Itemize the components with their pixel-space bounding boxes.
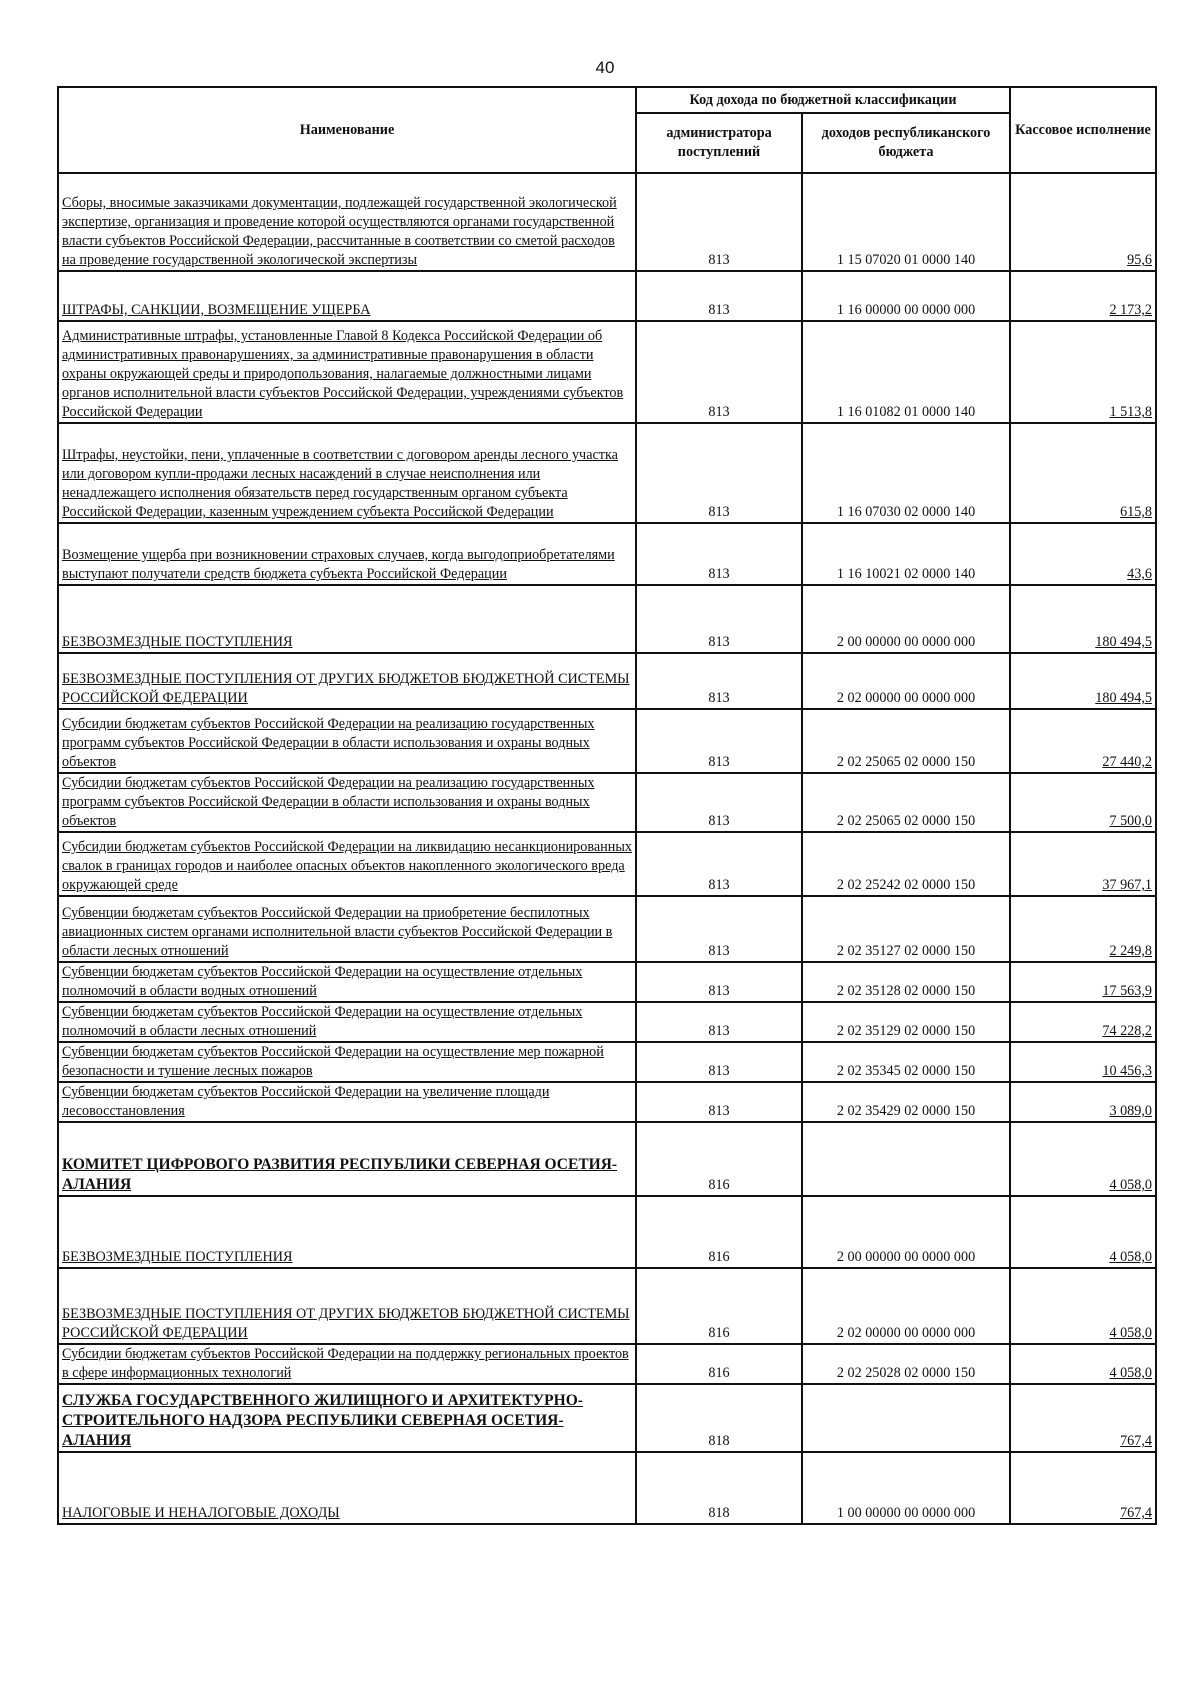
row-income-code: 1 16 10021 02 0000 140 [802,523,1010,585]
row-admin-code: 813 [636,709,802,773]
row-name: Субвенции бюджетам субъектов Российской Федерации на осуществление отдельных полномочий в области лесных отношений [58,1002,636,1042]
table-row [58,1196,1156,1268]
row-name: КОМИТЕТ ЦИФРОВОГО РАЗВИТИЯ РЕСПУБЛИКИ СЕВЕРНАЯ ОСЕТИЯ-АЛАНИЯ [58,1122,636,1196]
row-name: Штрафы, неустойки, пени, уплаченные в соответствии с договором аренды лесного участка или договором купли-продажи лесных насаждений в случае неисполнения или ненадлежащего исполнения обязательств перед государственным органом субъекта Российской Федерации, казенным учреждением субъекта Российской Федерации [58,423,636,523]
row-income-code: 2 02 25065 02 0000 150 [802,709,1010,773]
row-name: СЛУЖБА ГОСУДАРСТВЕННОГО ЖИЛИЩНОГО И АРХИТЕКТУРНО-СТРОИТЕЛЬНОГО НАДЗОРА РЕСПУБЛИКИ СЕВЕРНАЯ ОСЕТИЯ-АЛАНИЯ [58,1384,636,1452]
table-row [58,962,1156,1002]
row-name: Субвенции бюджетам субъектов Российской Федерации на приобретение беспилотных авиационных систем органами исполнительной власти субъектов Российской Федерации в области лесных отношений [58,896,636,962]
row-admin-code: 818 [636,1384,802,1452]
row-amount: 17 563,9 [1010,962,1156,1002]
row-name: Субсидии бюджетам субъектов Российской Федерации на реализацию государственных программ субъектов Российской Федерации в области использования и охраны водных объектов [58,709,636,773]
row-amount: 27 440,2 [1010,709,1156,773]
table-row [58,423,1156,523]
row-admin-code: 813 [636,773,802,832]
row-income-code: 2 00 00000 00 0000 000 [802,585,1010,653]
header-name: Наименование [58,87,636,173]
row-name: Субсидии бюджетам субъектов Российской Федерации на поддержку региональных проектов в сфере информационных технологий [58,1344,636,1384]
row-income-code: 2 02 35345 02 0000 150 [802,1042,1010,1082]
row-amount: 43,6 [1010,523,1156,585]
table-row [58,1122,1156,1196]
row-name: Возмещение ущерба при возникновении страховых случаев, когда выгодоприобретателями выступают получатели средств бюджета субъекта Российской Федерации [58,523,636,585]
row-admin-code: 813 [636,896,802,962]
table-row [58,832,1156,896]
row-name: Сборы, вносимые заказчиками документации, подлежащей государственной экологической экспертизе, организация и проведение которой осуществляются органами государственной власти субъектов Российской Федерации, рассчитанные в соответствии со сметой расходов на проведение государственной экологической экспертизы [58,173,636,271]
row-amount: 74 228,2 [1010,1002,1156,1042]
row-income-code: 1 16 00000 00 0000 000 [802,271,1010,321]
row-income-code: 2 02 35129 02 0000 150 [802,1002,1010,1042]
row-admin-code: 813 [636,585,802,653]
table-row [58,321,1156,423]
row-income-code: 1 00 00000 00 0000 000 [802,1452,1010,1524]
row-income-code: 2 02 00000 00 0000 000 [802,1268,1010,1344]
row-admin-code: 816 [636,1122,802,1196]
row-amount: 615,8 [1010,423,1156,523]
row-income-code: 2 02 35128 02 0000 150 [802,962,1010,1002]
row-name: Субвенции бюджетам субъектов Российской Федерации на увеличение площади лесовосстановления [58,1082,636,1122]
row-admin-code: 813 [636,423,802,523]
row-amount: 37 967,1 [1010,832,1156,896]
table-row [58,896,1156,962]
row-income-code: 1 15 07020 01 0000 140 [802,173,1010,271]
row-name: НАЛОГОВЫЕ И НЕНАЛОГОВЫЕ ДОХОДЫ [58,1452,636,1524]
row-income-code [802,1122,1010,1196]
row-income-code: 2 02 00000 00 0000 000 [802,653,1010,709]
row-income-code: 2 02 25028 02 0000 150 [802,1344,1010,1384]
row-admin-code: 816 [636,1344,802,1384]
row-admin-code: 813 [636,1082,802,1122]
row-name: ШТРАФЫ, САНКЦИИ, ВОЗМЕЩЕНИЕ УЩЕРБА [58,271,636,321]
row-income-code: 2 00 00000 00 0000 000 [802,1196,1010,1268]
row-admin-code: 813 [636,173,802,271]
row-admin-code: 813 [636,1042,802,1082]
row-admin-code: 813 [636,832,802,896]
row-name: БЕЗВОЗМЕЗДНЫЕ ПОСТУПЛЕНИЯ ОТ ДРУГИХ БЮДЖЕТОВ БЮДЖЕТНОЙ СИСТЕМЫ РОССИЙСКОЙ ФЕДЕРАЦИИ [58,1268,636,1344]
row-name: Административные штрафы, установленные Главой 8 Кодекса Российской Федерации об административных правонарушениях, за административные правонарушения в области охраны окружающей среды и природопользования, налагаемые должностными лицами органов исполнительной власти субъектов Российской Федерации, учреждениями субъектов Российской Федерации [58,321,636,423]
budget-revenue-table [57,86,1157,1525]
row-amount: 10 456,3 [1010,1042,1156,1082]
table-row [58,1002,1156,1042]
row-income-code: 2 02 35429 02 0000 150 [802,1082,1010,1122]
header-income: доходов республиканского бюджета [802,113,1010,173]
row-amount: 7 500,0 [1010,773,1156,832]
row-admin-code: 813 [636,1002,802,1042]
row-amount: 180 494,5 [1010,653,1156,709]
row-income-code: 2 02 25065 02 0000 150 [802,773,1010,832]
row-admin-code: 813 [636,271,802,321]
header-admin: администратора поступлений [636,113,802,173]
row-admin-code: 813 [636,523,802,585]
table-row [58,523,1156,585]
table-row [58,1452,1156,1524]
header-code-group: Код дохода по бюджетной классификации [636,87,1010,113]
row-amount: 180 494,5 [1010,585,1156,653]
row-admin-code: 813 [636,653,802,709]
row-name: БЕЗВОЗМЕЗДНЫЕ ПОСТУПЛЕНИЯ ОТ ДРУГИХ БЮДЖЕТОВ БЮДЖЕТНОЙ СИСТЕМЫ РОССИЙСКОЙ ФЕДЕРАЦИИ [58,653,636,709]
row-income-code: 1 16 01082 01 0000 140 [802,321,1010,423]
row-admin-code: 813 [636,962,802,1002]
row-name: Субвенции бюджетам субъектов Российской Федерации на осуществление отдельных полномочий в области водных отношений [58,962,636,1002]
table-row [58,271,1156,321]
table-row [58,585,1156,653]
row-income-code: 1 16 07030 02 0000 140 [802,423,1010,523]
table-row [58,773,1156,832]
row-admin-code: 816 [636,1268,802,1344]
row-name: Субсидии бюджетам субъектов Российской Федерации на ликвидацию несанкционированных свалок в границах городов и наиболее опасных объектов накопленного экологического вреда окружающей среде [58,832,636,896]
row-name: Субвенции бюджетам субъектов Российской Федерации на осуществление мер пожарной безопасности и тушение лесных пожаров [58,1042,636,1082]
table-row [58,1268,1156,1344]
header-execution: Кассовое исполнение [1010,87,1156,173]
row-amount: 767,4 [1010,1384,1156,1452]
row-income-code: 2 02 35127 02 0000 150 [802,896,1010,962]
row-amount: 2 249,8 [1010,896,1156,962]
row-amount: 2 173,2 [1010,271,1156,321]
row-amount: 4 058,0 [1010,1122,1156,1196]
row-name: Субсидии бюджетам субъектов Российской Федерации на реализацию государственных программ субъектов Российской Федерации в области использования и охраны водных объектов [58,773,636,832]
row-amount: 4 058,0 [1010,1268,1156,1344]
row-income-code: 2 02 25242 02 0000 150 [802,832,1010,896]
table-row [58,709,1156,773]
page-number: 40 [595,58,615,77]
row-amount: 4 058,0 [1010,1196,1156,1268]
table-row [58,1344,1156,1384]
row-name: БЕЗВОЗМЕЗДНЫЕ ПОСТУПЛЕНИЯ [58,1196,636,1268]
row-amount: 1 513,8 [1010,321,1156,423]
row-admin-code: 816 [636,1196,802,1268]
table-row [58,1042,1156,1082]
table-row [58,653,1156,709]
row-admin-code: 813 [636,321,802,423]
row-name: БЕЗВОЗМЕЗДНЫЕ ПОСТУПЛЕНИЯ [58,585,636,653]
row-amount: 3 089,0 [1010,1082,1156,1122]
row-admin-code: 818 [636,1452,802,1524]
row-amount: 4 058,0 [1010,1344,1156,1384]
row-income-code [802,1384,1010,1452]
table-row [58,1384,1156,1452]
table-row [58,1082,1156,1122]
table-row [58,173,1156,271]
row-amount: 95,6 [1010,173,1156,271]
row-amount: 767,4 [1010,1452,1156,1524]
